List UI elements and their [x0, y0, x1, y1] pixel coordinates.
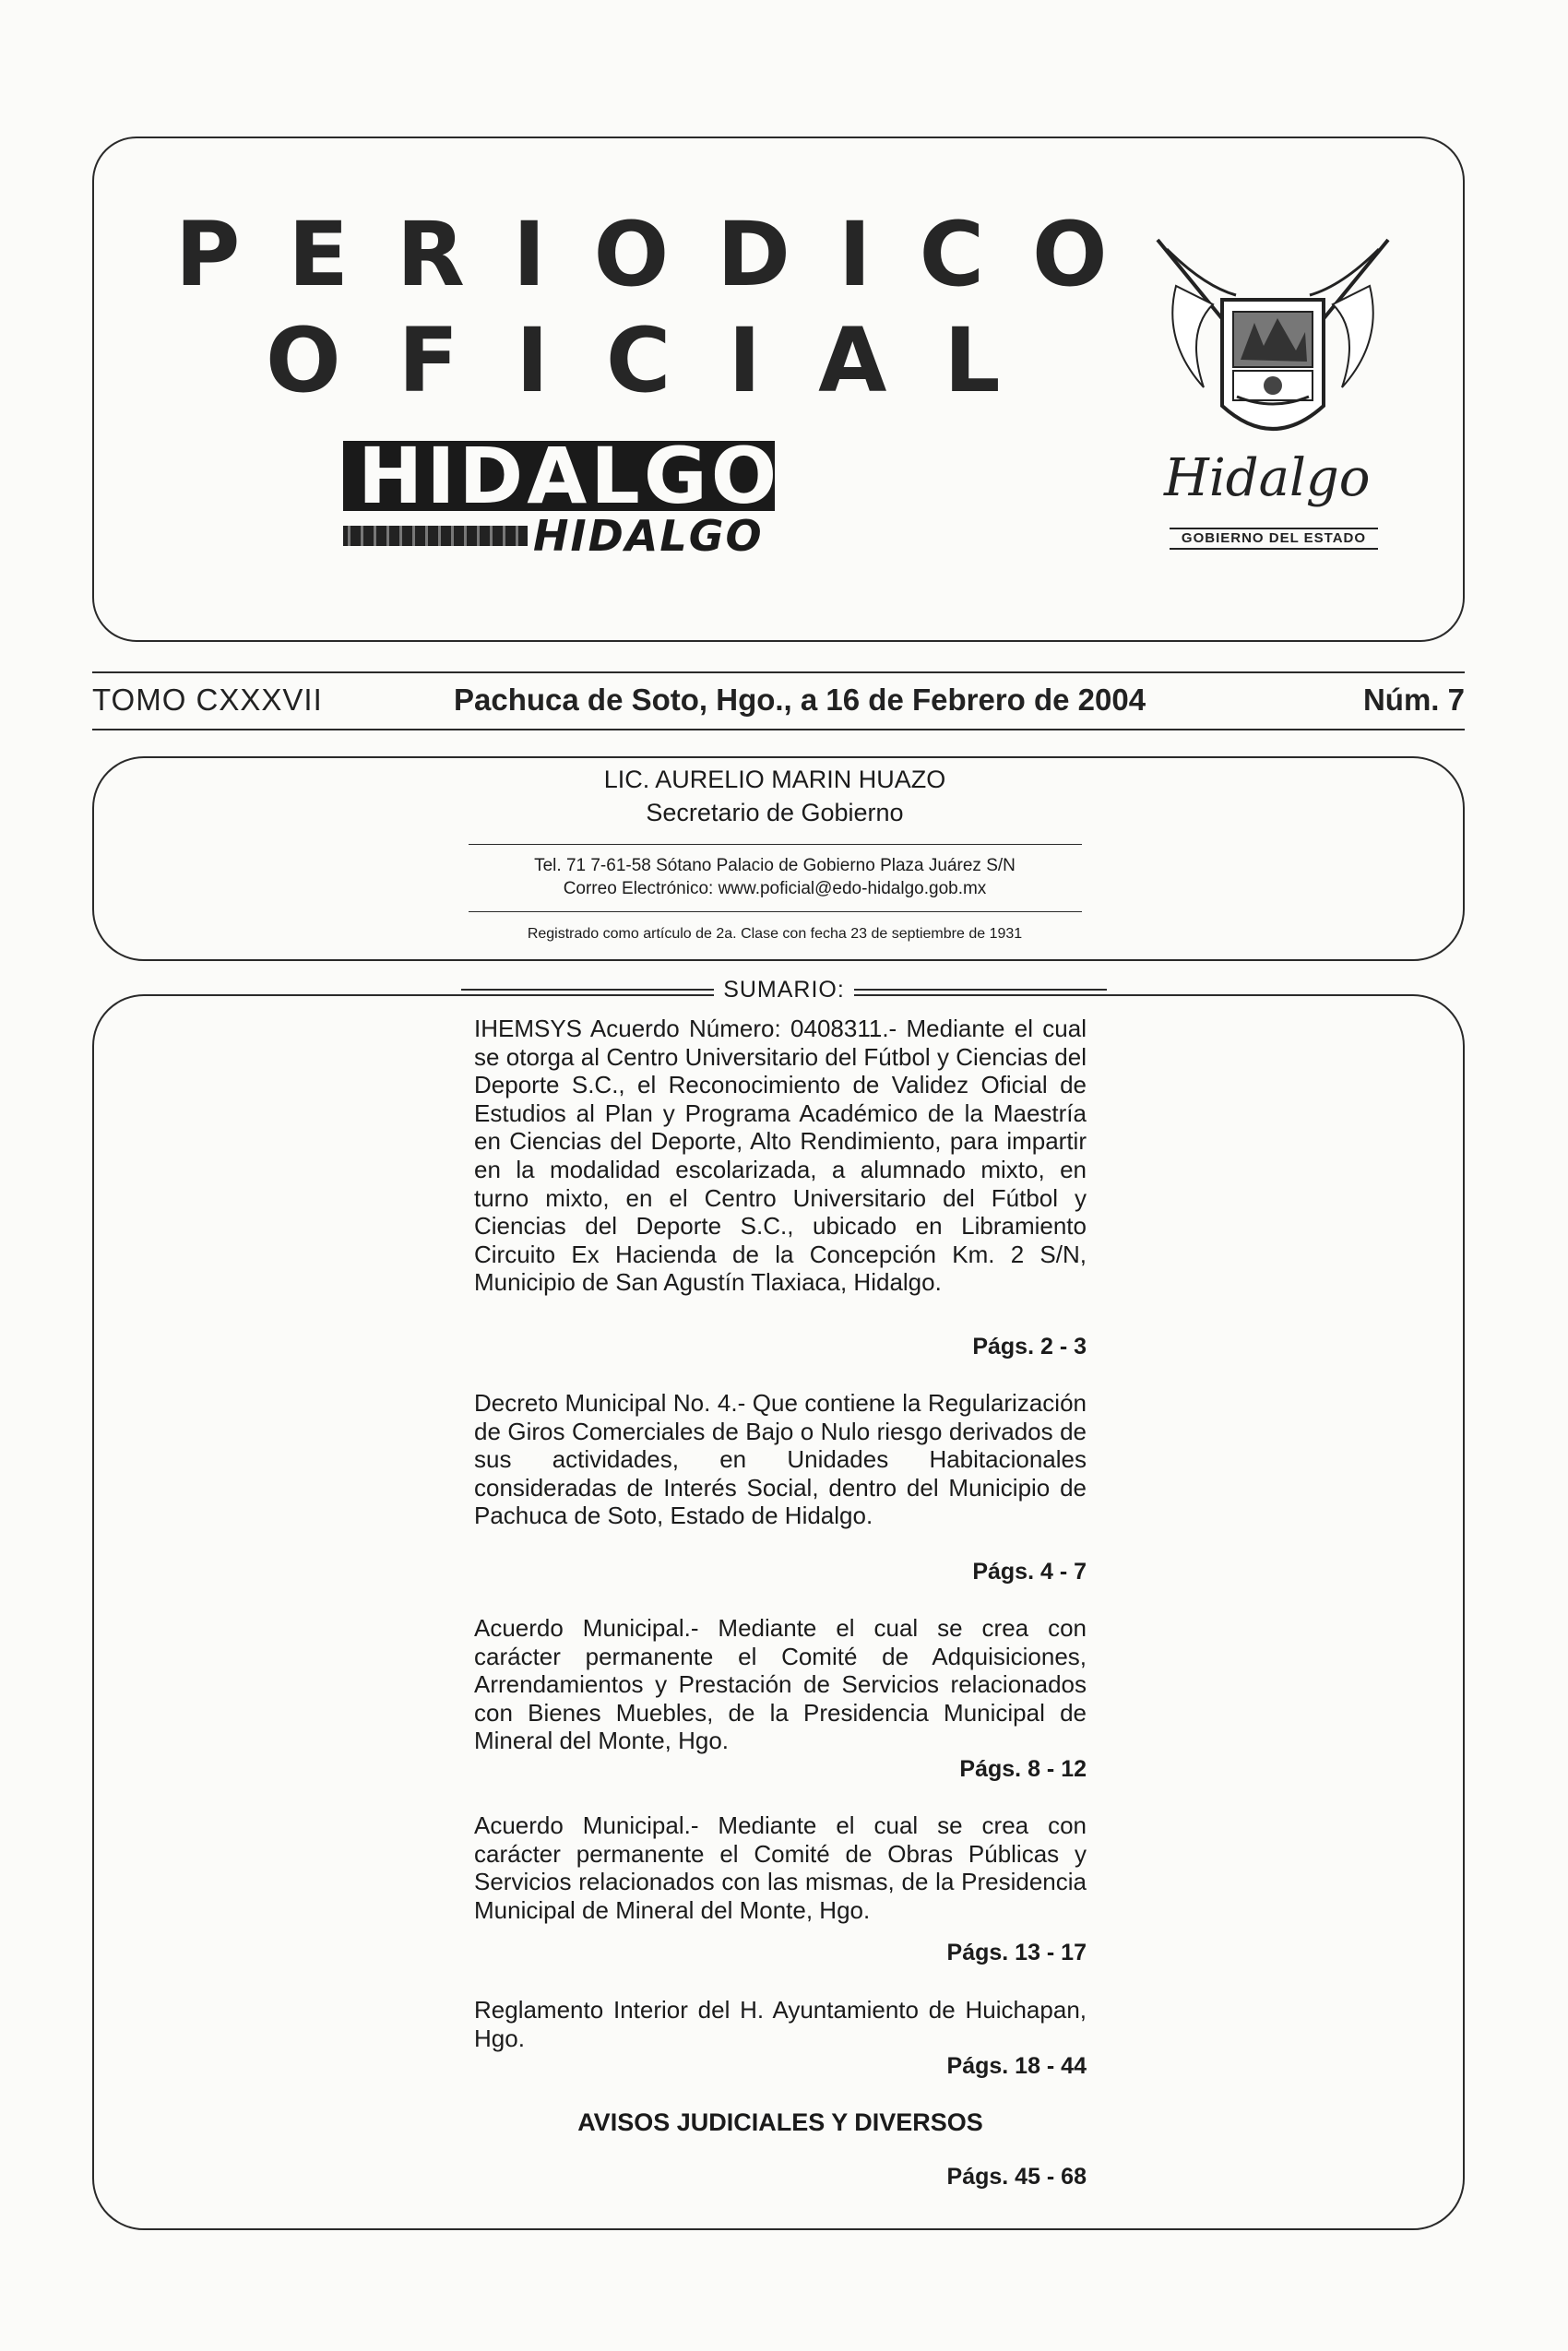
- registration-note: Registrado como artículo de 2a. Clase con fecha 23 de septiembre de 1931: [527, 926, 1023, 942]
- seal-rule-bottom: [1170, 548, 1378, 550]
- volume-number: TOMO CXXXVII: [92, 683, 323, 717]
- secretary-role: Secretario de Gobierno: [646, 799, 904, 826]
- summary-heading-rule-right: [854, 989, 1107, 991]
- summary-heading-rule-left: [461, 989, 714, 991]
- summary-label: SUMARIO:: [714, 977, 854, 1003]
- hidalgo-logo-sub-text: HIDALGO: [533, 511, 764, 561]
- summary-heading: [461, 976, 1107, 1003]
- hidalgo-logo: [343, 431, 781, 561]
- secretary-contact-phone-address: Tel. 71 7-61-58 Sótano Palacio de Gobierno Plaza Juárez S/N: [534, 856, 1016, 875]
- issue-dateline: Pachuca de Soto, Hgo., a 16 de Febrero de 2004: [454, 683, 1146, 717]
- summary-entry-pages: Págs. 13 - 17: [946, 1940, 1087, 1965]
- seal-script-text: Hidalgo: [1164, 448, 1371, 508]
- hidalgo-logo-stripe: [343, 526, 528, 546]
- hidalgo-logo-main-text: HIDALGO: [343, 441, 775, 511]
- summary-entry-pages: Págs. 4 - 7: [972, 1559, 1087, 1585]
- secretary-contact-email: Correo Electrónico: www.poficial@edo-hidalgo.gob.mx: [563, 879, 987, 898]
- summary-entry-text: Acuerdo Municipal.- Mediante el cual se crea con carácter permanente el Comité de Obras Públicas y Servicios relacionados con las mismas, de la Presidencia Municipal de Mineral del Monte, Hgo.: [474, 1811, 1087, 1924]
- summary-entry-text: Acuerdo Municipal.- Mediante el cual se crea con carácter permanente el Comité de Adquisiciones, Arrendamientos y Prestación de Servicios relacionados con Bienes Muebles, de la Presidencia Municipal de Mineral del Monte, Hgo.: [474, 1614, 1087, 1755]
- newspaper-title-line1: PERIODICO: [175, 203, 1156, 306]
- seal-rule-top: [1170, 528, 1378, 529]
- secretary-divider-bottom: [469, 911, 1082, 912]
- summary-entry-text: Reglamento Interior del H. Ayuntamiento de Huichapan, Hgo.: [474, 1996, 1087, 2052]
- issue-number: Núm. 7: [1362, 683, 1465, 717]
- avisos-title: AVISOS JUDICIALES Y DIVERSOS: [577, 2108, 983, 2136]
- summary-entry-pages: Págs. 2 - 3: [972, 1334, 1087, 1360]
- state-coat-of-arms-icon: [1148, 231, 1397, 461]
- secretary-divider-top: [469, 844, 1082, 845]
- seal-caption: GOBIERNO DEL ESTADO: [1181, 530, 1367, 546]
- secretary-name: LIC. AURELIO MARIN HUAZO: [603, 766, 946, 793]
- avisos-pages: Págs. 45 - 68: [946, 2164, 1087, 2190]
- summary-entry-text: IHEMSYS Acuerdo Número: 0408311.- Mediante el cual se otorga al Centro Universitario del Fútbol y Ciencias del Deporte S.C., el Reconocimiento de Validez Oficial de Estudios al Plan y Programa Académico de la Maestría en Ciencias del Deporte, Alto Rendimiento, para impartir en la modalidad escolarizada, a alumnado mixto, en turno mixto, en el Centro Universitario del Fútbol y Ciencias del Deporte S.C., ubicado en Libramiento Circuito Ex Hacienda de la Concepción Km. 2 S/N, Municipio de San Agustín Tlaxiaca, Hidalgo.: [474, 1015, 1087, 1297]
- summary-entry-text: Decreto Municipal No. 4.- Que contiene la Regularización de Giros Comerciales de Bajo o Nulo riesgo derivados de sus actividades, en Unidades Habitacionales consideradas de Interés Social, dentro del Municipio de Pachuca de Soto, Estado de Hidalgo.: [474, 1389, 1087, 1530]
- summary-entry-pages: Págs. 18 - 44: [946, 2053, 1087, 2079]
- newspaper-title-line2: OFICIAL: [266, 309, 1058, 412]
- issue-strip-top-rule: [92, 671, 1465, 673]
- summary-entry-pages: Págs. 8 - 12: [959, 1756, 1087, 1782]
- issue-strip-bottom-rule: [92, 729, 1465, 730]
